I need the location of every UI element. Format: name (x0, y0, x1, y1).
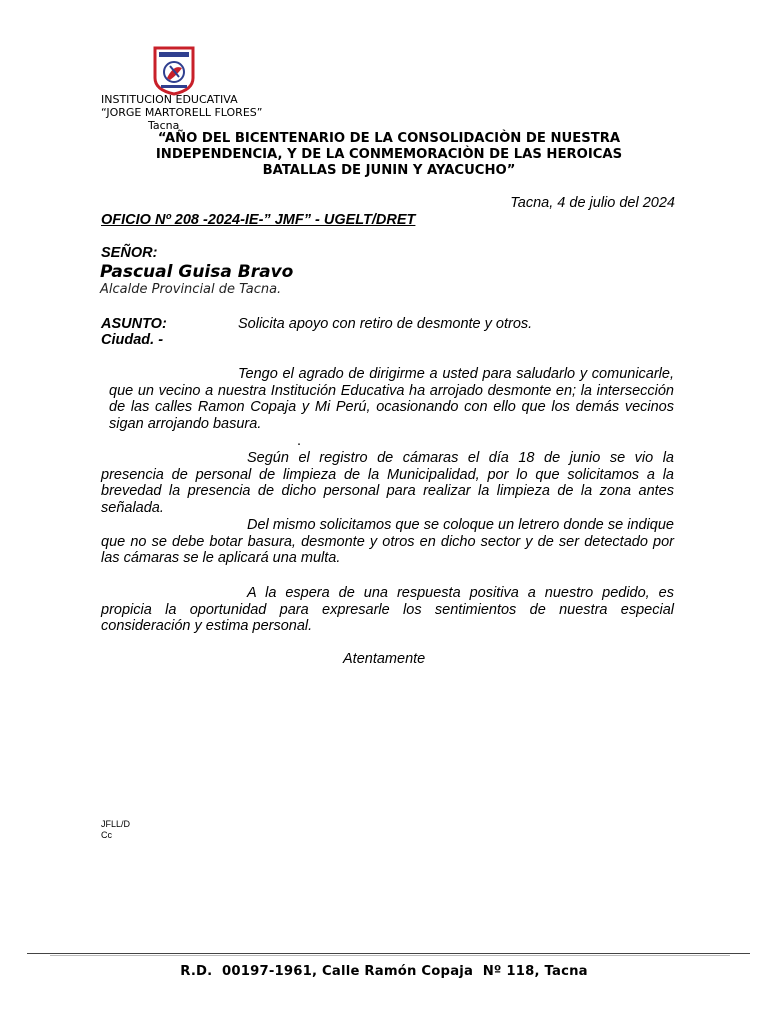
institution-name-line2: “JORGE MARTORELL FLORES” (101, 106, 263, 119)
closing: Atentamente (343, 651, 426, 667)
letter-date: Tacna, 4 de julio del 2024 (510, 195, 675, 211)
salutation: SEÑOR: (101, 245, 158, 261)
institution-name-line1: INSTITUCION EDUCATIVA (101, 93, 238, 106)
footer-address: R.D. 00197-1961, Calle Ramón Copaja Nº 118, Tacna (180, 964, 588, 979)
motto-line-3: BATALLAS DE JUNIN Y AYACUCHO” (262, 163, 516, 178)
carbon-copy: Cc (101, 830, 112, 840)
subject-label: ASUNTO: (101, 316, 167, 332)
city-label: Ciudad. - (101, 332, 164, 348)
institution-city: Tacna (148, 119, 180, 132)
letter-reference-number: OFICIO Nº 208 -2024-IE-” JMF” - UGELT/DRET (101, 212, 416, 228)
body-paragraph-4: A la espera de una respuesta positiva a nuestro pedido, es propicia la oportunidad para expresarle los sentimientos de nuestra especial consideración y estima personal. (101, 585, 674, 635)
footer-divider (27, 953, 750, 954)
reference-initials-block (101, 819, 130, 841)
recipient-title: Alcalde Provincial de Tacna. (100, 282, 282, 297)
motto-line-2: INDEPENDENCIA, Y DE LA CONMEMORACIÒN DE LAS HEROICAS (155, 147, 623, 162)
school-crest-logo (152, 44, 196, 96)
motto-line-1: “AÑO DEL BICENTENARIO DE LA CONSOLIDACIÒN DE NUESTRA (157, 131, 621, 146)
subject-text: Solicita apoyo con retiro de desmonte y otros. (238, 316, 533, 332)
body-paragraph-2: Según el registro de cámaras el día 18 de junio se vio la presencia de personal de limpieza de la Municipalidad, por lo que solicitamos a la brevedad la presencia de dicho personal para realizar la limpieza de la zona antes señalada. (101, 450, 674, 517)
body-paragraph-1: Tengo el agrado de dirigirme a usted para saludarlo y comunicarle, que un vecino a nuestra Institución Educativa ha arrojado desmonte en; la intersección de las calles Ramon Copaja y Mi Perú, ocasionando con ello que los demás vecinos sigan arrojando basura. (109, 366, 674, 433)
footer-divider-shadow (50, 955, 730, 956)
body-paragraph-3: Del mismo solicitamos que se coloque un letrero donde se indique que no se debe botar basura, desmonte y otros en dicho sector y de ser detectado por las cámaras se le aplicará una multa. (101, 517, 674, 567)
recipient-name: Pascual Guisa Bravo (100, 262, 294, 282)
stray-dot: . (297, 433, 302, 449)
year-motto (110, 131, 668, 179)
author-initials: JFLL/D (101, 819, 131, 829)
institution-header (101, 93, 262, 132)
